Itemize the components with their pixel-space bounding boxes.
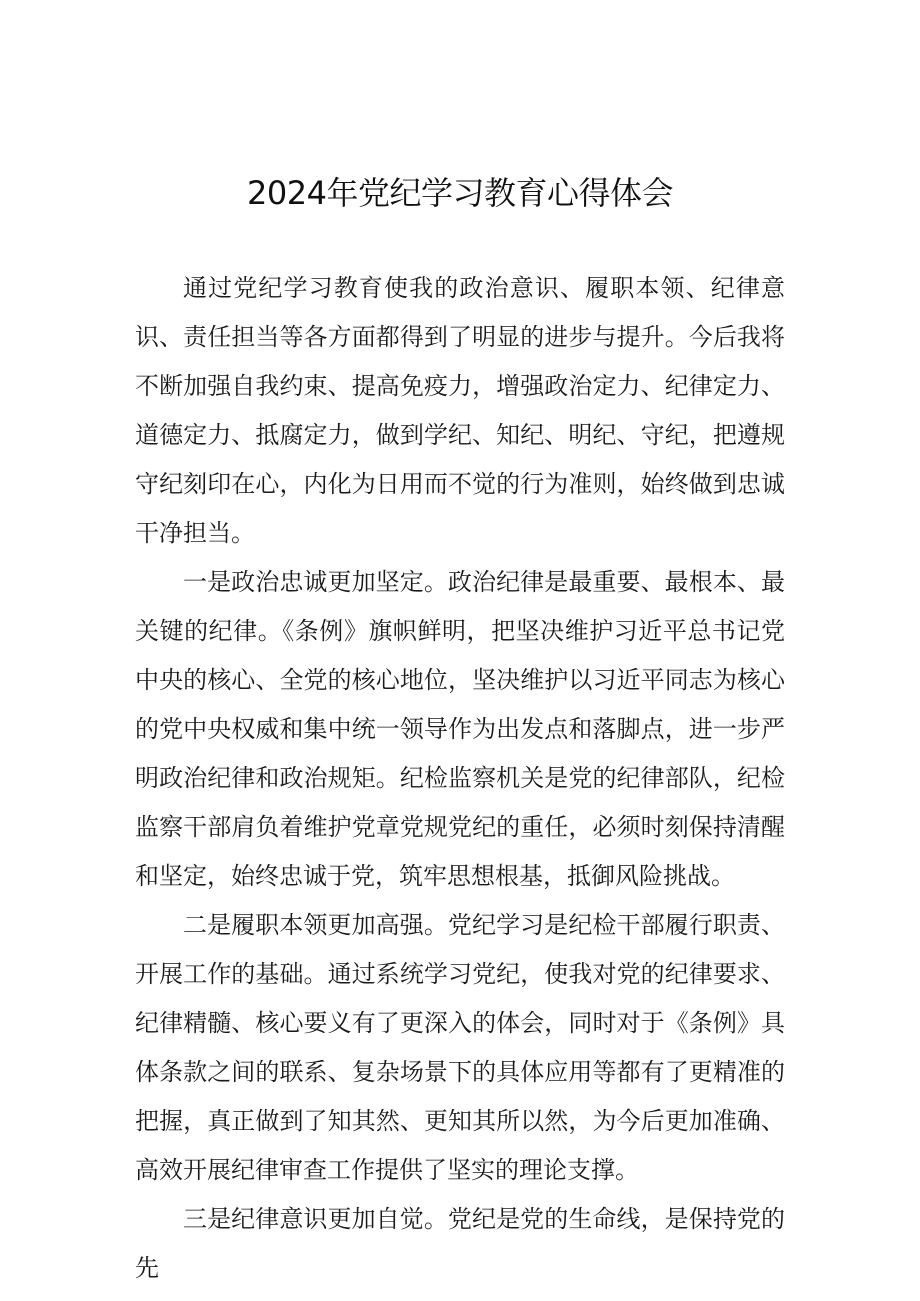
paragraph-discipline-awareness: 三是纪律意识更加自觉。党纪是党的生命线，是保持党的先	[135, 1205, 785, 1282]
document-title: 2024年党纪学习教育心得体会	[247, 174, 673, 212]
paragraph-political-loyalty: 一是政治忠诚更加坚定。政治纪律是最重要、最根本、最关键的纪律。《条例》旗帜鲜明，把坚决维护习近平总书记党中央的核心、全党的核心地位，坚决维护以习近平同志为核心的党中央权威和集中统一领导作为出发点和落脚点，进一步严明政治纪律和政治规矩。纪检监察机关是党的纪律部队，纪检监察干部肩负着维护党章党规党纪的重任，必须时刻保持清醒和坚定，始终忠诚于党，筑牢思想根基，抵御风险挑战。	[135, 568, 785, 890]
paragraph-duty-capability: 二是履职本领更加高强。党纪学习是纪检干部履行职责、开展工作的基础。通过系统学习党纪，使我对党的纪律要求、纪律精髓、核心要义有了更深入的体会，同时对于《条例》具体条款之间的联系、复杂场景下的具体应用等都有了更精准的把握，真正做到了知其然、更知其所以然，为今后更加准确、高效开展纪律审查工作提供了坚实的理论支撑。	[135, 911, 785, 1184]
paragraph-intro: 通过党纪学习教育使我的政治意识、履职本领、纪律意识、责任担当等各方面都得到了明显的进步与提升。今后我将不断加强自我约束、提高免疫力，增强政治定力、纪律定力、道德定力、抵腐定力，做到学纪、知纪、明纪、守纪，把遵规守纪刻印在心，内化为日用而不觉的行为准则，始终做到忠诚干净担当。	[135, 274, 785, 547]
document-body	[135, 264, 785, 1293]
